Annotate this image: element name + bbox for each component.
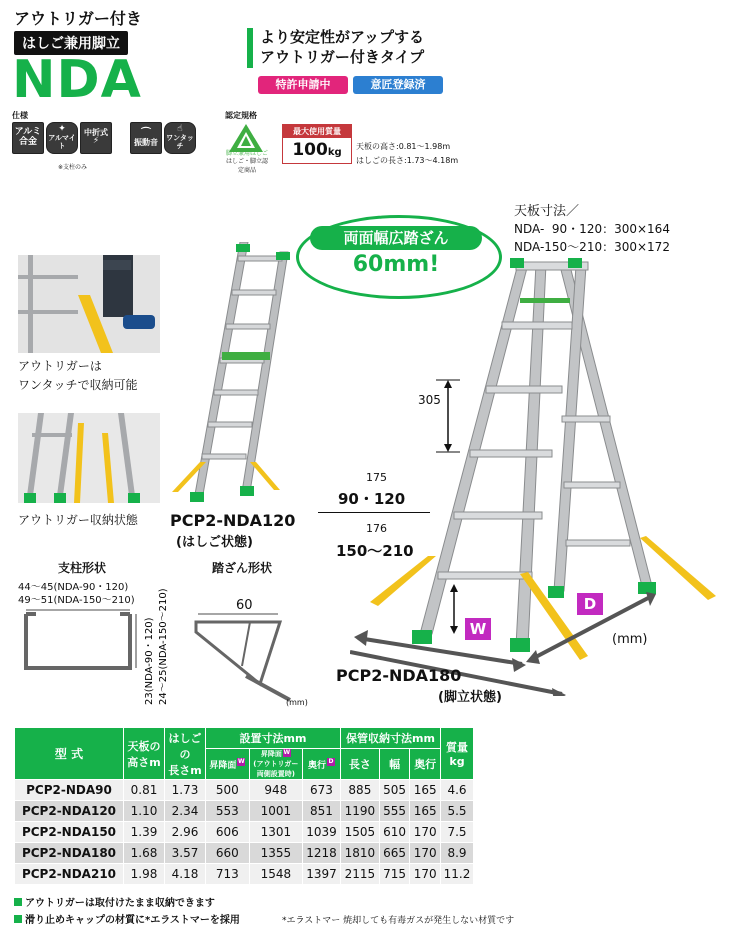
- stand-state-label: (脚立状態): [438, 690, 502, 705]
- stored-caption: アウトリガー収納状態: [18, 513, 138, 527]
- value-cell: 948: [249, 780, 302, 801]
- center-fold-icon: 中折式 ⚡: [80, 122, 112, 154]
- value-cell: 170: [410, 843, 441, 864]
- cert-label: 認定規格: [225, 111, 257, 120]
- table-row: [15, 864, 474, 885]
- step-unit: (mm): [286, 698, 308, 707]
- diagram-unit: (mm): [612, 632, 648, 647]
- max-load-unit: kg: [327, 147, 342, 158]
- d-dimension-marker: D: [577, 593, 603, 615]
- model-cell: PCP2-NDA120: [15, 801, 124, 822]
- spec-label: 仕様: [12, 111, 28, 120]
- value-cell: 1301: [249, 822, 302, 843]
- model-cell: PCP2-NDA210: [15, 864, 124, 885]
- value-cell: 1039: [303, 822, 341, 843]
- header-mass: 質量 kg: [441, 728, 474, 780]
- ladder-length-range: はしごの長さ:1.73～4.18m: [356, 156, 459, 165]
- anti-vibration-icon: ⌒ 振動音: [130, 122, 162, 154]
- header-span-outrigger: 昇降面 W (アウトリガー 両側設置時): [249, 749, 302, 780]
- header-storage-dims: 保管収納寸法mm: [340, 728, 440, 749]
- value-cell: 1190: [340, 801, 379, 822]
- header-depth: 奥行 D: [303, 749, 341, 780]
- step-width-label: 60: [236, 598, 253, 613]
- outrigger-photo: [18, 255, 160, 353]
- tagline-accent-bar: [247, 28, 253, 68]
- value-cell: 3.57: [165, 843, 206, 864]
- model-cell: PCP2-NDA180: [15, 843, 124, 864]
- spec-table: [14, 727, 474, 885]
- outrigger-caption-1: アウトリガーは: [18, 359, 102, 373]
- value-cell: 4.18: [165, 864, 206, 885]
- column-height-2: 24～25(NDA-150～210): [158, 588, 169, 705]
- tagline-line-1: より安定性がアップする: [260, 28, 424, 46]
- value-cell: 606: [206, 822, 250, 843]
- design-registered-badge: 意匠登録済: [353, 76, 443, 94]
- value-cell: 1.39: [124, 822, 165, 843]
- table-row: [15, 780, 474, 801]
- alumite-icon: ✦ アルマイト: [46, 122, 78, 154]
- value-cell: 165: [410, 801, 441, 822]
- value-cell: 660: [206, 843, 250, 864]
- header-type: 型 式: [15, 728, 124, 780]
- top-board-dims-1: NDA- 90・120：300×164: [514, 222, 670, 236]
- width-divider: [318, 512, 430, 513]
- value-cell: 1001: [249, 801, 302, 822]
- value-cell: 1355: [249, 843, 302, 864]
- table-row: [15, 822, 474, 843]
- note-2: 滑り止めキャップの材質に*エラストマーを採用: [14, 911, 240, 926]
- value-cell: 851: [303, 801, 341, 822]
- table-row: [15, 843, 474, 864]
- step-callout-line-2: 60mm!: [352, 252, 440, 277]
- value-cell: 2115: [340, 864, 379, 885]
- value-cell: 11.2: [441, 864, 474, 885]
- icons-note: ※支柱のみ: [58, 164, 88, 171]
- top-board-dims-2: NDA-150～210：300×172: [514, 240, 670, 254]
- value-cell: 885: [340, 780, 379, 801]
- value-cell: 500: [206, 780, 250, 801]
- value-cell: 2.96: [165, 822, 206, 843]
- header-board-height: 天板の 高さm: [124, 728, 165, 780]
- top-board-title: 天板寸法／: [514, 204, 580, 219]
- value-cell: 1548: [249, 864, 302, 885]
- ladder-state-label: (はしご状態): [176, 535, 253, 550]
- value-cell: 1810: [340, 843, 379, 864]
- max-load-label: 最大使用質量: [283, 125, 351, 138]
- note-1: アウトリガーは取付けたまま収納できます: [14, 894, 215, 909]
- width-b-label: 150～210: [336, 542, 414, 560]
- column-height-1: 23(NDA-90・120): [144, 617, 155, 705]
- value-cell: 1.98: [124, 864, 165, 885]
- value-cell: 1.73: [165, 780, 206, 801]
- value-cell: 7.5: [441, 822, 474, 843]
- value-cell: 1505: [340, 822, 379, 843]
- patent-pending-badge: 特許申請中: [258, 76, 348, 94]
- column-dim-1: 44～45(NDA-90・120): [18, 582, 129, 593]
- stand-model-label: PCP2-NDA180: [336, 666, 462, 685]
- cert-caption: はしご・脚立認定商品: [225, 158, 268, 174]
- value-cell: 505: [379, 780, 410, 801]
- stepladder-illustration: [350, 256, 730, 696]
- value-cell: 715: [379, 864, 410, 885]
- board-height-range: 天板の高さ:0.81～1.98m: [356, 142, 451, 151]
- value-cell: 165: [410, 780, 441, 801]
- width-b-sub: 176: [366, 522, 387, 535]
- value-cell: 1.68: [124, 843, 165, 864]
- step-pitch-label: 305: [418, 393, 441, 407]
- ladder-model-label: PCP2-NDA120: [170, 511, 296, 530]
- tagline-line-2: アウトリガー付きタイプ: [260, 48, 425, 66]
- value-cell: 610: [379, 822, 410, 843]
- value-cell: 2.34: [165, 801, 206, 822]
- one-touch-icon: ☝ ワンタッチ: [164, 122, 196, 154]
- value-cell: 4.6: [441, 780, 474, 801]
- cert-caption-top: 脚立兼用はしご: [225, 150, 268, 157]
- value-cell: 170: [410, 864, 441, 885]
- value-cell: 1397: [303, 864, 341, 885]
- width-a-label: 90・120: [338, 490, 406, 508]
- note-3: *エラストマー 焼却しても有毒ガスが発生しない材質です: [282, 916, 515, 926]
- value-cell: 713: [206, 864, 250, 885]
- step-callout-line-1: 両面幅広踏ざん: [310, 226, 482, 250]
- value-cell: 1.10: [124, 801, 165, 822]
- value-cell: 553: [206, 801, 250, 822]
- header-width: 幅: [379, 749, 410, 780]
- header-ladder-length: はしごの 長さm: [165, 728, 206, 780]
- aluminium-alloy-icon: アルミ 合金: [12, 122, 44, 154]
- value-cell: 8.9: [441, 843, 474, 864]
- ladder-illustration: [170, 242, 290, 504]
- model-cell: PCP2-NDA150: [15, 822, 124, 843]
- width-a-sub: 175: [366, 471, 387, 484]
- outrigger-caption-2: ワンタッチで収納可能: [18, 378, 138, 392]
- step-shape-title: 踏ざん形状: [212, 561, 273, 575]
- column-dim-2: 49～51(NDA-150～210): [18, 595, 135, 606]
- value-cell: 673: [303, 780, 341, 801]
- max-load-value: 100: [292, 140, 328, 160]
- w-dimension-marker: W: [465, 618, 491, 640]
- model-cell: PCP2-NDA90: [15, 780, 124, 801]
- value-cell: 1218: [303, 843, 341, 864]
- value-cell: 665: [379, 843, 410, 864]
- column-shape-title: 支柱形状: [58, 561, 107, 575]
- value-cell: 0.81: [124, 780, 165, 801]
- max-load-box: [282, 124, 352, 164]
- column-height-labels: [140, 575, 184, 705]
- header-span: 昇降面 W: [206, 749, 250, 780]
- value-cell: 170: [410, 822, 441, 843]
- model-title: NDA: [12, 50, 142, 110]
- header-depth-storage: 奥行: [410, 749, 441, 780]
- header-length: 長さ: [340, 749, 379, 780]
- step-shape-diagram: [190, 612, 300, 702]
- value-cell: 555: [379, 801, 410, 822]
- header-install-dims: 設置寸法mm: [206, 728, 341, 749]
- product-category-box: はしご兼用脚立: [14, 31, 128, 55]
- product-subtitle: アウトリガー付き: [14, 9, 142, 28]
- table-row: [15, 801, 474, 822]
- stored-photo: [18, 413, 160, 503]
- value-cell: 5.5: [441, 801, 474, 822]
